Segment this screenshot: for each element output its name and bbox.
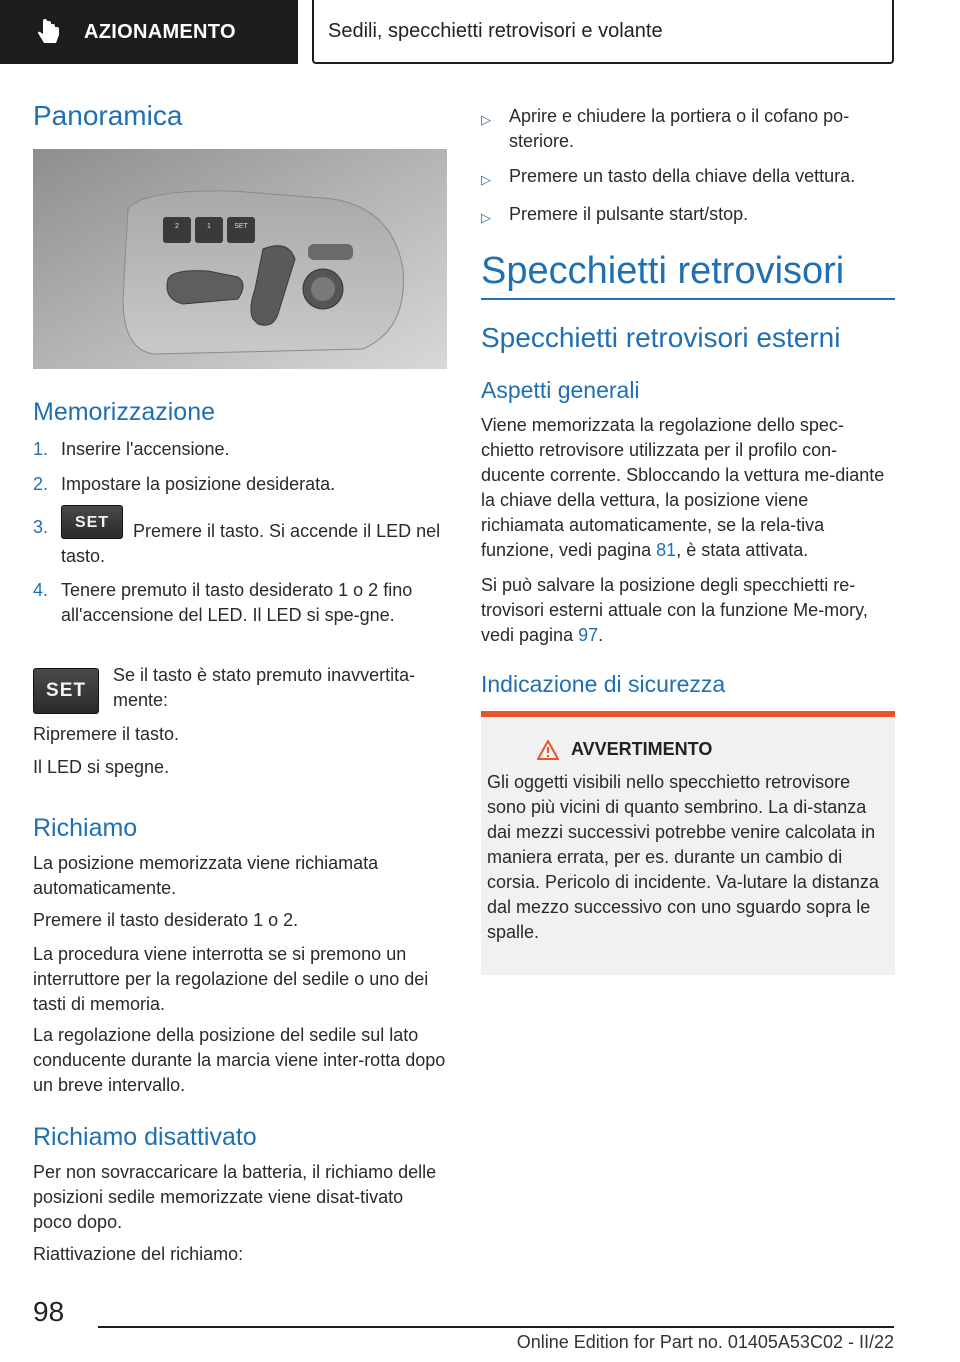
note-block [33,665,447,714]
list-item: ▷ Premere un tasto della chiave della vettura. [481,164,895,192]
step-number: 2. [33,474,49,494]
step-2 [33,472,447,497]
step-number: 4. [33,580,49,600]
mirrors-heading: Specchietti retrovisori [481,250,845,292]
warning-triangle-icon [537,740,559,760]
disabled-paragraph-1: Per non sovraccaricare la batteria, il richiamo delle posizioni sedile memorizzate viene disat-tivato poco dopo. [33,1162,437,1232]
memo-heading: Memorizzazione [33,398,216,426]
general-paragraph-1: Viene memorizzata la regolazione dello spec-chietto retrovisore utilizzata per il profilo con-ducente corrente. Sbloccando la vettura me-diante la chiave della vettura, la posizione viene richiamata automaticamente, se la rela-tiva funzione, vedi pagina 81, è stata attivata. [481,415,885,560]
recall-heading: Richiamo [33,814,138,842]
general-heading: Aspetti generali [481,377,640,403]
safety-heading: Indicazione di sicurezza [481,671,726,697]
seat-btn-1: 1 [207,223,211,230]
warning-title: AVVERTIMENTO [571,739,713,759]
note-text: Se il tasto è stato premuto inavvertita-mente: [113,665,416,710]
step-text: Premere il tasto. Si accende il LED nel tasto. [61,521,441,566]
triangle-bullet-icon: ▷ [481,112,491,127]
set-button-icon: SET [33,668,99,714]
warning-text: Gli oggetti visibili nello specchietto retrovisore sono più vicini di quanto sembrino. La di-stanza dai mezzi successivi potrebbe venire calcolata in maniera errata, per es. durante un cambio di corsia. Pericolo di incidente. Va-lutare la distanza dal mezzo successivo con uno sguardo sopra le spalle. [487,772,879,942]
general-paragraph-2: Si può salvare la posizione degli specchietti re-trovisori esterni attuale con la funzione Me-mory, vedi pagina 97. [481,575,868,645]
seat-memory-buttons-image [33,149,447,369]
page-number: 98 [33,1296,65,1327]
footer-divider [98,1326,894,1328]
edition-text: Online Edition for Part no. 01405A53C02 - II/22 [516,1332,894,1352]
triangle-bullet-icon: ▷ [481,210,491,225]
disabled-paragraph-2: Riattivazione del richiamo: [33,1244,244,1264]
seat-btn-set: SET [234,223,248,230]
recall-paragraph-3: La procedura viene interrotta se si premono un interruttore per la regolazione del sedile o uno dei tasti di memoria. [33,944,429,1014]
triangle-bullet-icon: ▷ [481,172,491,187]
step-text: Inserire l'accensione. [61,439,230,459]
step-text: Impostare la posizione desiderata. [61,474,336,494]
heading-divider [481,298,895,300]
set-button-icon: SET [61,505,123,539]
list-item: ▷ Premere il pulsante start/stop. [481,202,895,230]
recall-paragraph-4: La regolazione della posizione del sedile sul lato conducente durante la marcia viene inter-rotta dopo un breve intervallo. [33,1025,446,1095]
step-number: 3. [33,517,49,537]
step-text: Tenere premuto il tasto desiderato 1 o 2 fino all'accensione del LED. Il LED si spe-gne. [61,580,413,625]
step-3 [33,505,447,569]
chapter-label: Sedili, specchietti retrovisori e volante [328,19,663,42]
page-title: Panoramica [33,100,183,131]
disabled-heading: Richiamo disattivato [33,1123,257,1151]
note-paragraph-1: Ripremere il tasto. [33,724,180,744]
note-paragraph-2: Il LED si spegne. [33,757,170,777]
step-number: 1. [33,439,49,459]
recall-paragraph-1: La posizione memorizzata viene richiamata automaticamente. [33,853,379,898]
seat-btn-2: 2 [175,223,179,230]
section-label: AZIONAMENTO [84,20,236,43]
header-section-tab [0,0,298,64]
recall-paragraph-2: Premere il tasto desiderato 1 o 2. [33,910,299,930]
memo-steps-list [33,437,447,497]
hand-pointer-icon [34,17,64,47]
ext-mirrors-heading: Specchietti retrovisori esterni [481,322,841,353]
chapter-title [312,0,894,64]
step-1 [33,437,447,462]
warning-box [481,711,895,975]
reactivation-list [481,104,895,230]
step-4 [33,578,447,628]
list-item: ▷ Aprire e chiudere la portiera o il cofano po-steriore. [481,104,895,154]
page-link-97[interactable]: 97 [578,625,599,645]
page-link-81[interactable]: 81 [656,540,677,560]
